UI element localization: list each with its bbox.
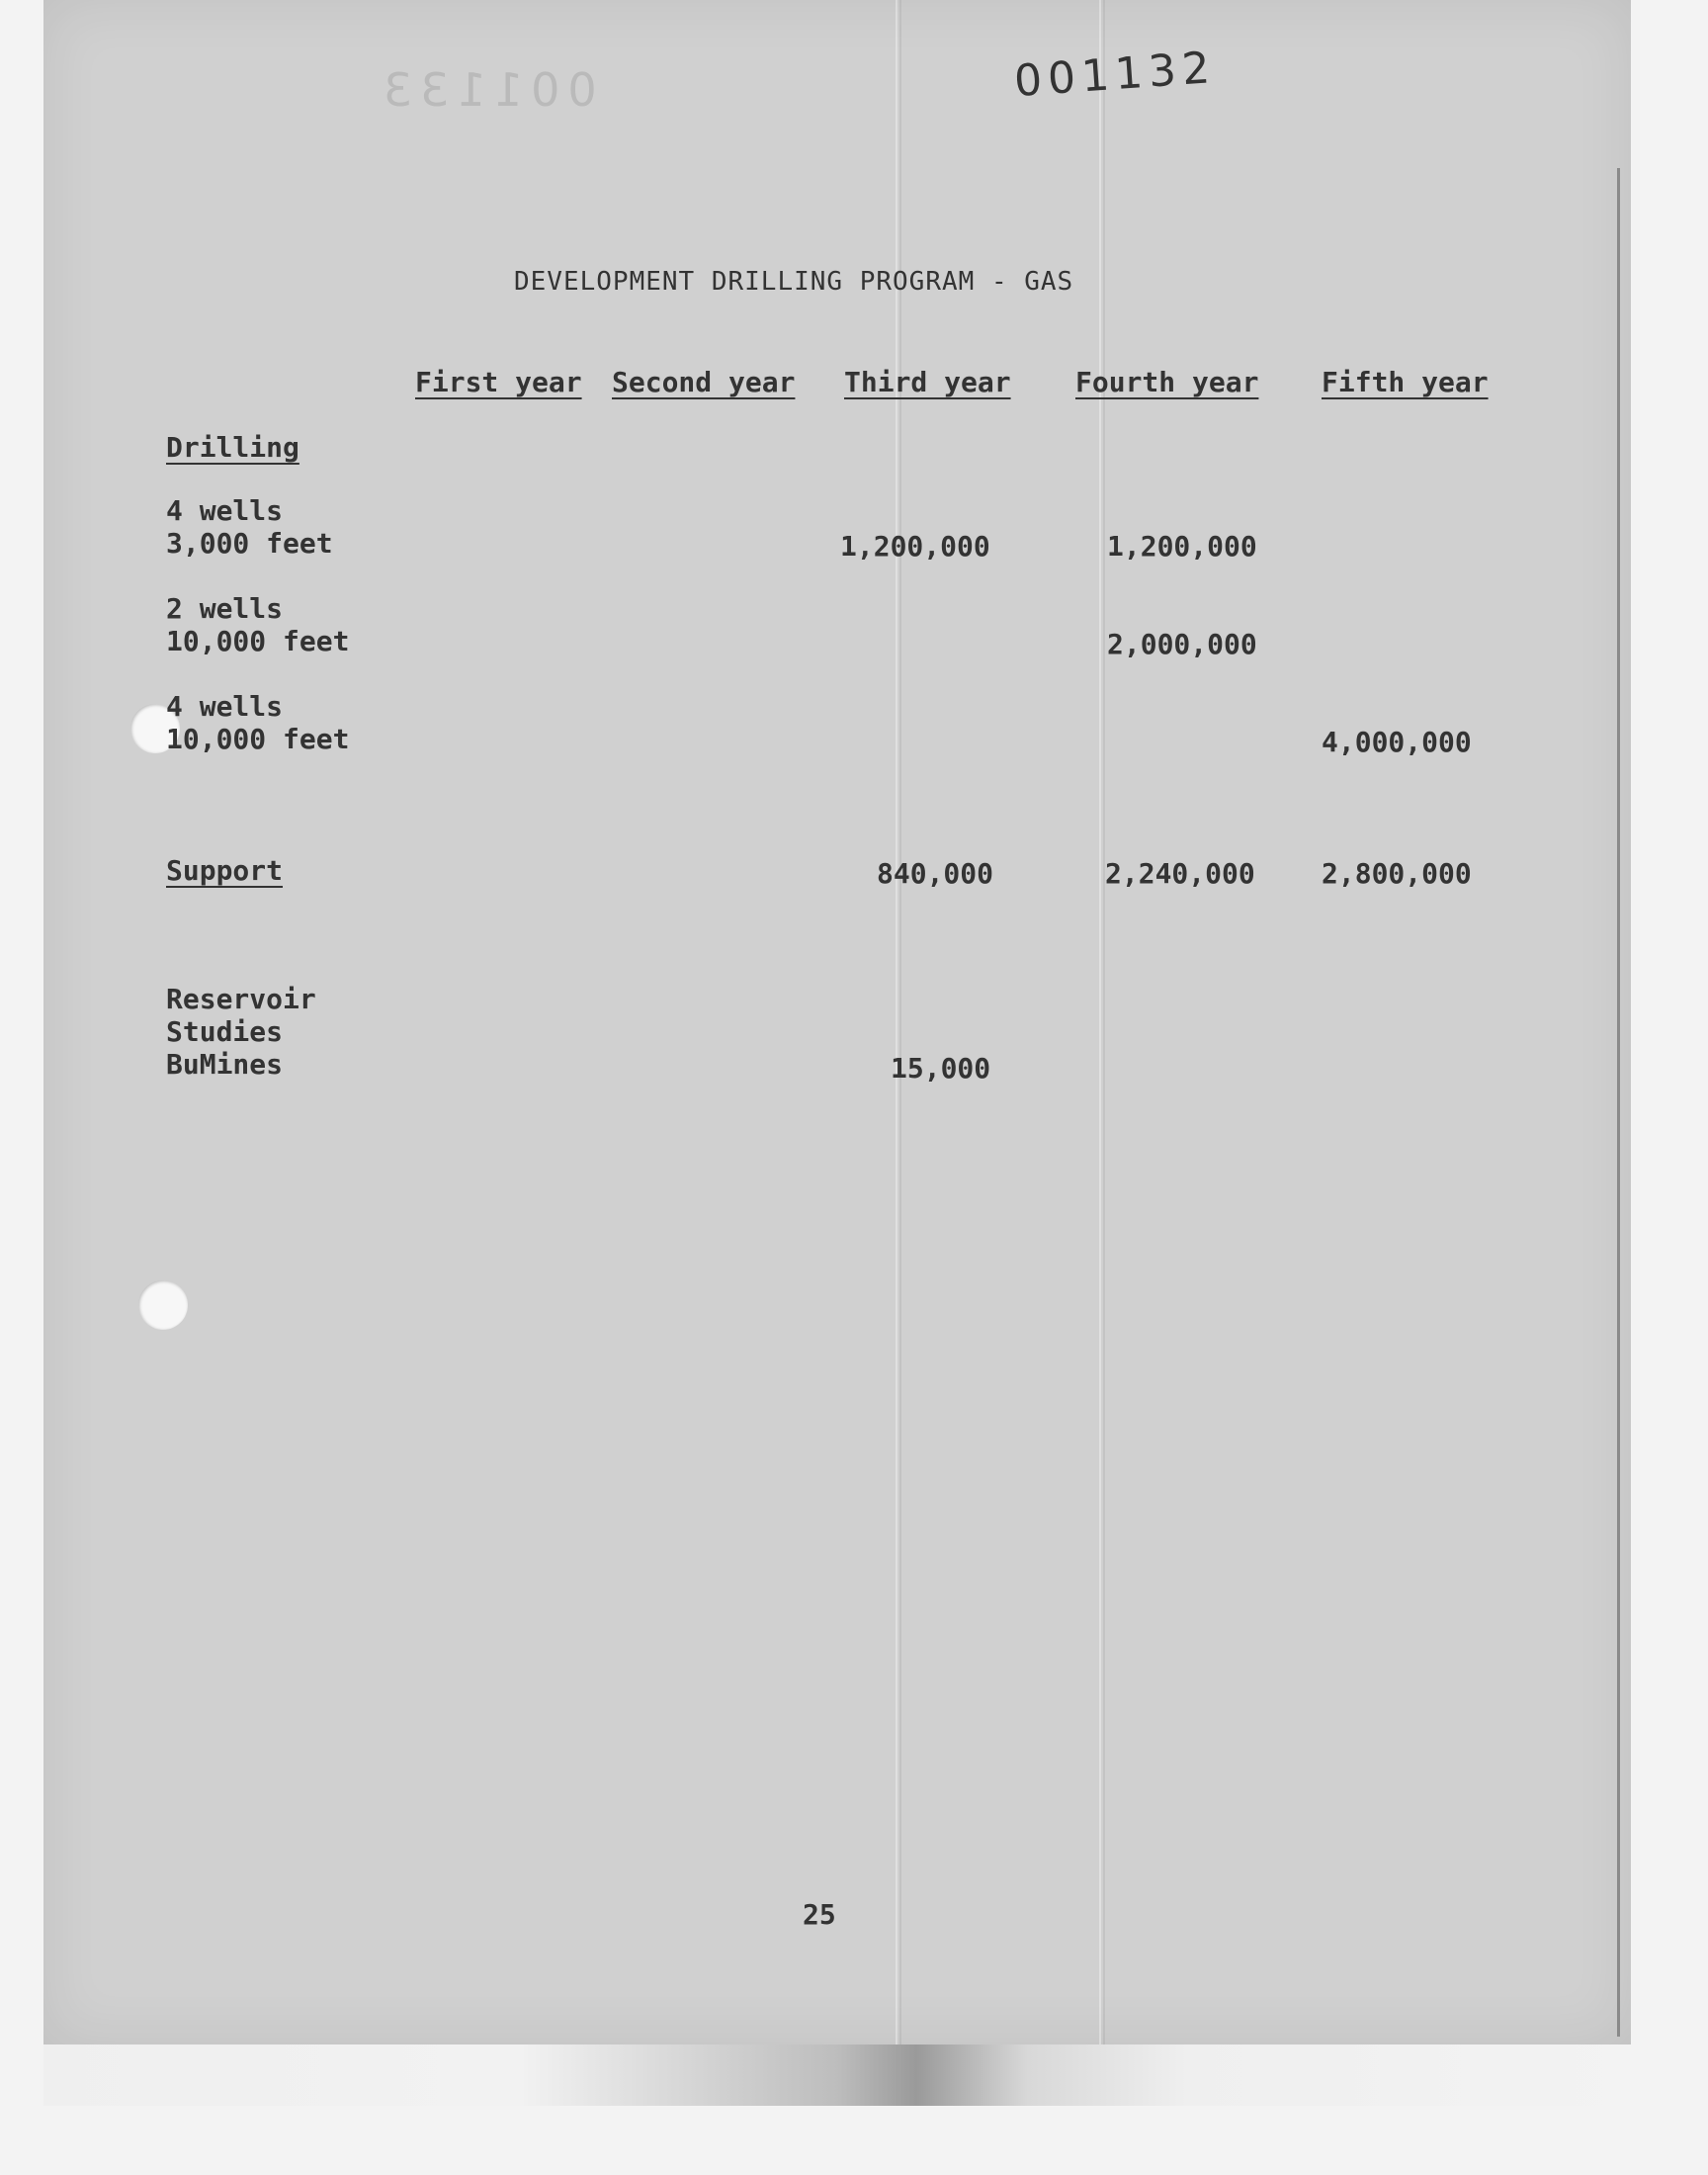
cell-fourth-year: 2,000,000 [1107,628,1257,660]
cell-fifth-year: 4,000,000 [1322,726,1472,758]
fold-shadow [1103,0,1105,2044]
row-label-line: 4 wells [166,690,284,723]
fold-line [896,0,897,2044]
row-label-line: 3,000 feet [166,527,333,560]
cell-third-year: 15,000 [891,1052,991,1085]
fold-shadow [899,0,901,2044]
scanner-bottom-strip [43,2044,1631,2106]
fold-line [1099,0,1101,2044]
bleed-through-number: 001133 [376,63,597,117]
cell-third-year: 1,200,000 [840,530,990,563]
row-label-line: 10,000 feet [166,625,350,657]
column-header-fifth-year: Fifth year [1322,366,1489,398]
row-label-line: Reservoir [166,983,316,1015]
document-title: DEVELOPMENT DRILLING PROGRAM - GAS [514,267,1074,297]
column-header-second-year: Second year [612,366,796,398]
page-edge-shadow [1617,168,1620,2037]
row-label-line: 10,000 feet [166,723,350,755]
cell-third-year: 840,000 [877,857,994,890]
cell-fourth-year: 2,240,000 [1105,857,1255,890]
row-label-line: 2 wells [166,592,284,625]
column-header-fourth-year: Fourth year [1075,366,1259,398]
section-heading-support: Support [166,854,284,887]
column-header-first-year: First year [415,366,582,398]
cell-fifth-year: 2,800,000 [1322,857,1472,890]
cell-fourth-year: 1,200,000 [1107,530,1257,563]
section-heading-drilling: Drilling [166,431,299,464]
document-number: 001132 [1012,42,1218,108]
row-label-line: 4 wells [166,494,284,527]
page-number: 25 [803,1898,836,1931]
column-header-third-year: Third year [844,366,1011,398]
punch-hole [138,1280,188,1330]
row-label-line: BuMines [166,1048,284,1081]
row-label-line: Studies [166,1015,284,1048]
